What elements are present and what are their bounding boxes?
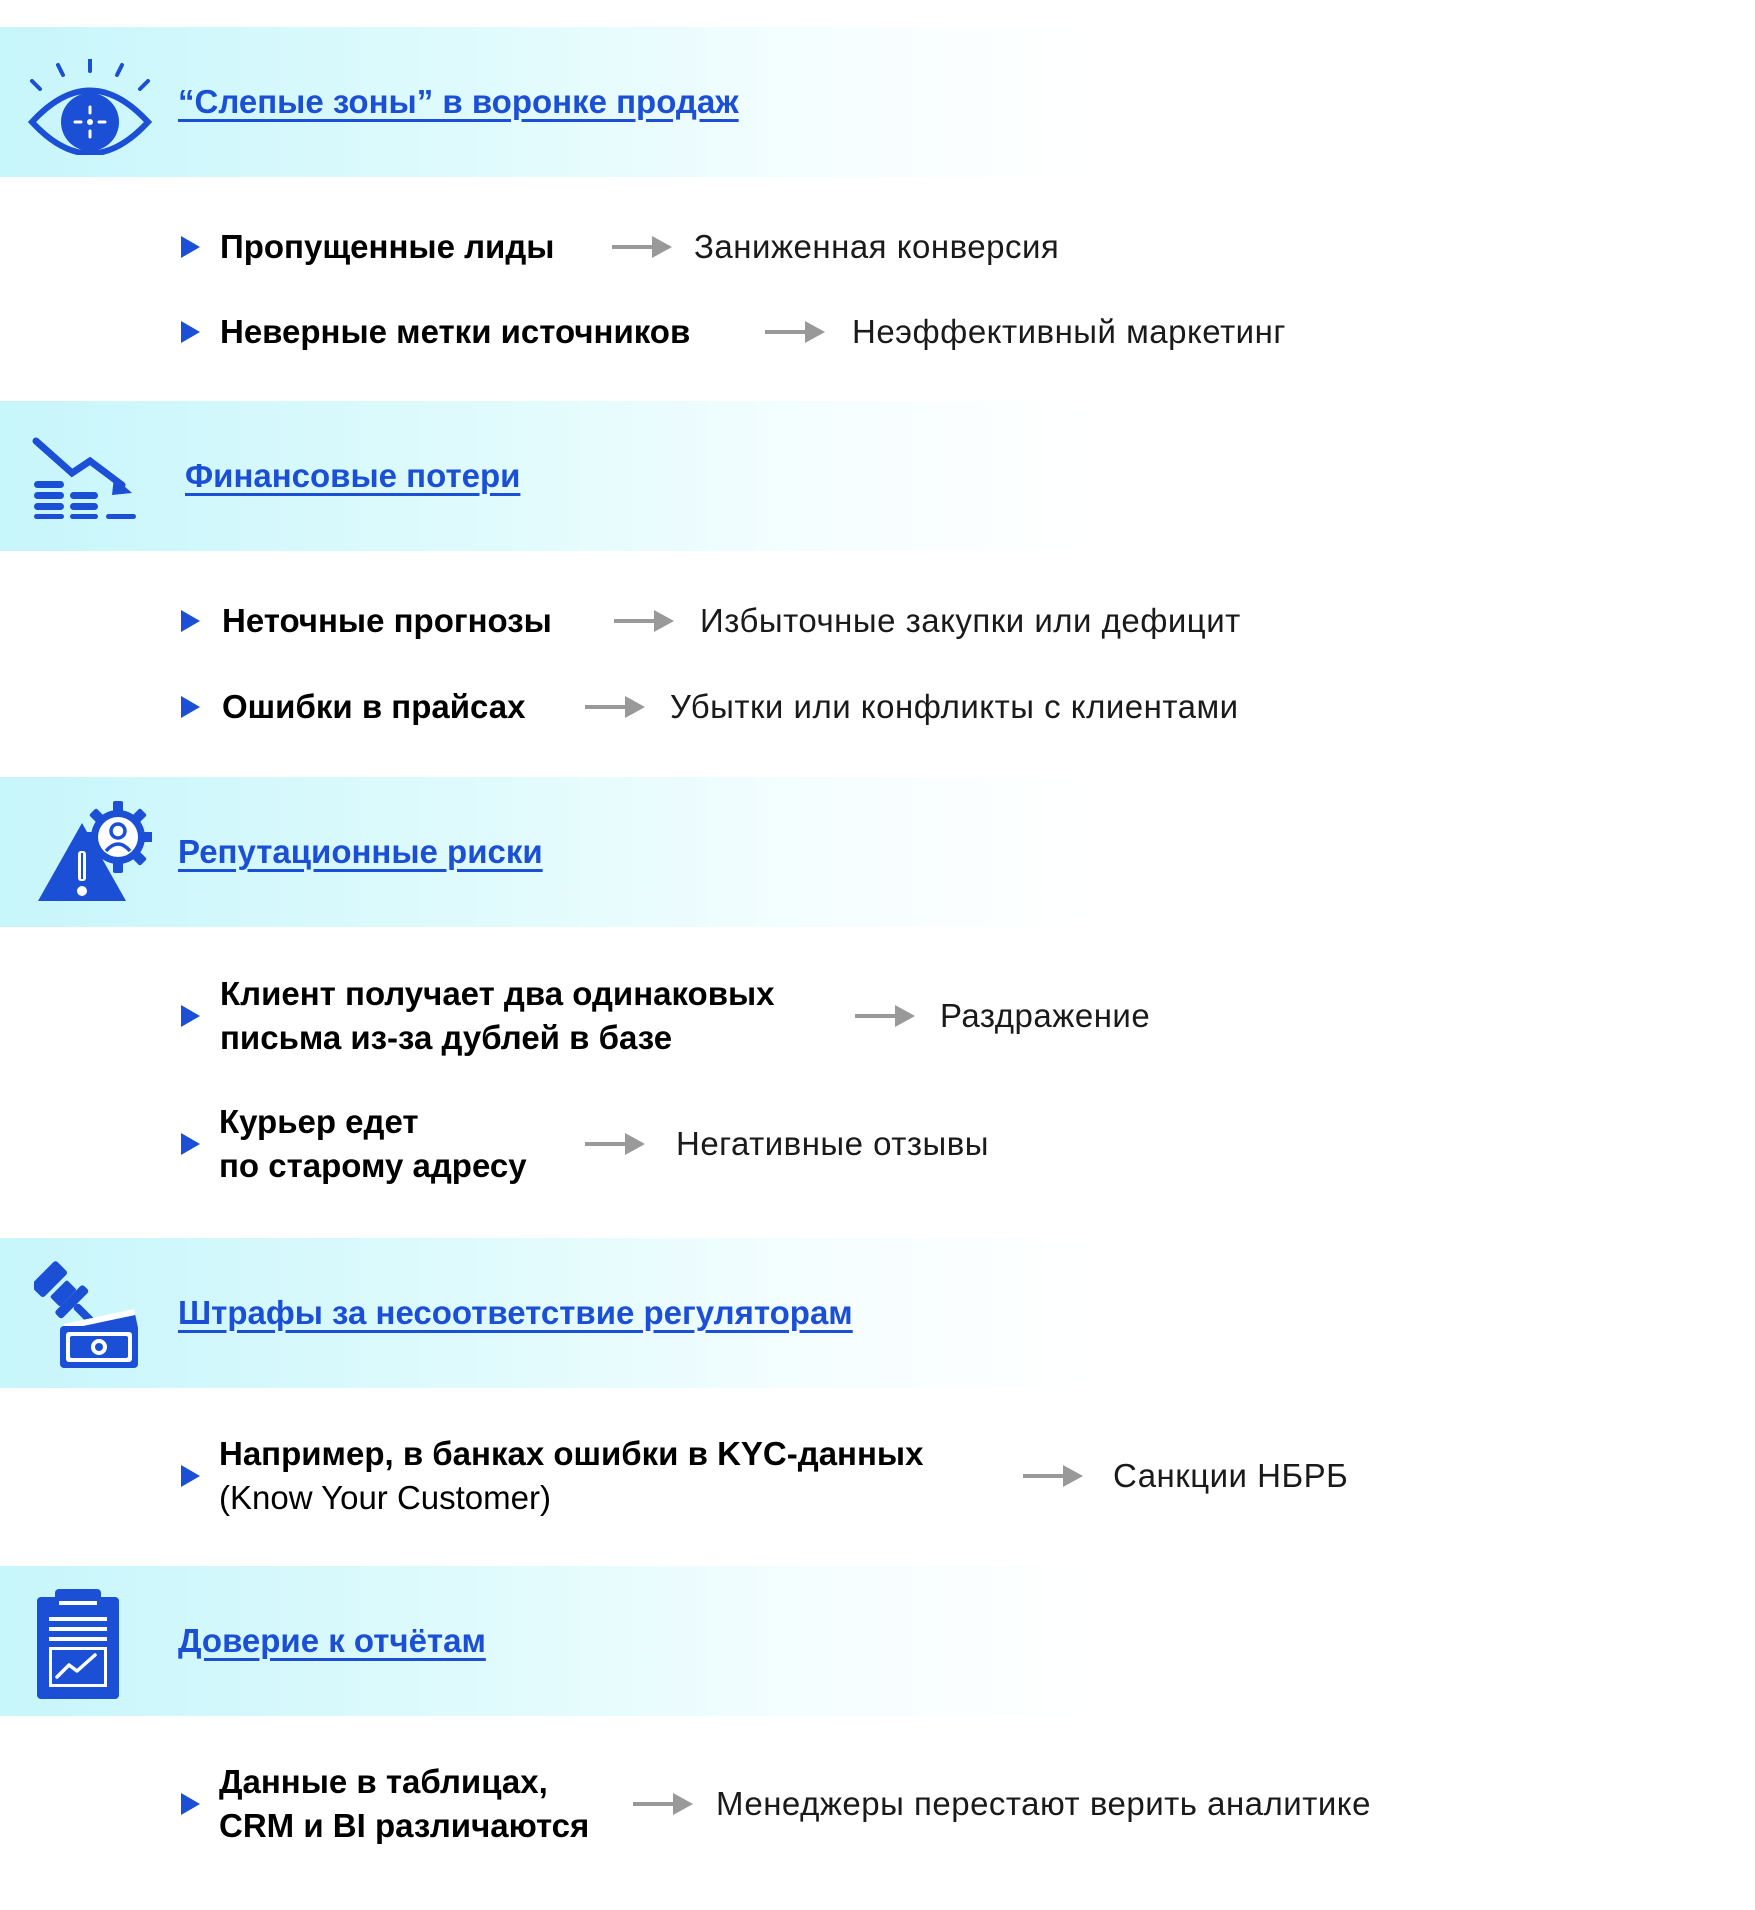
section-title[interactable]: Штрафы за несоответствие регуляторам: [178, 1294, 853, 1331]
cause-text: Неточные прогнозы: [222, 602, 552, 639]
bullet-icon: [181, 1465, 200, 1487]
bullet-icon: [181, 321, 200, 343]
clipboard-chart-icon: [0, 1566, 180, 1716]
cause-text: Неверные метки источников: [220, 313, 691, 350]
effect-text: Избыточные закупки или дефицит: [700, 602, 1241, 639]
bullet-icon: [181, 696, 200, 718]
effect-text: Негативные отзывы: [676, 1125, 990, 1162]
gavel-money-icon: [0, 1238, 180, 1388]
effect-text: Санкции НБРБ: [1113, 1457, 1349, 1494]
cause-line: Данные в таблицах,: [219, 1763, 548, 1800]
section-header-sales-funnel: [0, 27, 1755, 177]
effect-text: Неэффективный маркетинг: [852, 313, 1286, 350]
section-header-financial-losses: [0, 401, 1755, 551]
declining-coins-icon: [0, 401, 180, 551]
section-header-regulatory-fines: [0, 1238, 1755, 1388]
arrow-right-icon: [1023, 1463, 1083, 1489]
effect-text: Раздражение: [940, 997, 1151, 1034]
arrow-right-icon: [612, 234, 672, 260]
section-title[interactable]: Репутационные риски: [178, 833, 543, 870]
bullet-icon: [181, 1793, 200, 1815]
section-title[interactable]: “Слепые зоны” в воронке продаж: [178, 83, 739, 120]
cause-line: CRM и BI различаются: [219, 1807, 590, 1844]
effect-text: Убытки или конфликты с клиентами: [670, 688, 1239, 725]
effect-text: Заниженная конверсия: [694, 228, 1060, 265]
cause-text: Пропущенные лиды: [220, 228, 555, 265]
cause-line: Курьер едет: [219, 1103, 419, 1140]
arrow-right-icon: [633, 1791, 693, 1817]
section-title[interactable]: Финансовые потери: [185, 457, 521, 494]
bullet-icon: [181, 1133, 200, 1155]
bullet-icon: [181, 236, 200, 258]
arrow-right-icon: [585, 694, 645, 720]
cause-line: письма из-за дублей в базе: [220, 1019, 673, 1056]
cause-line: Например, в банках ошибки в KYC-данных: [219, 1435, 924, 1472]
arrow-right-icon: [614, 608, 674, 634]
effect-text: Менеджеры перестают верить аналитике: [716, 1785, 1371, 1822]
warning-person-gear-icon: [0, 777, 180, 927]
cause-line: по старому адресу: [219, 1147, 527, 1184]
cause-text: [219, 1760, 589, 1848]
arrow-right-icon: [585, 1131, 645, 1157]
section-title[interactable]: Доверие к отчётам: [178, 1622, 486, 1659]
cause-text: [219, 1432, 923, 1520]
cause-line: Клиент получает два одинаковых: [220, 975, 775, 1012]
cause-text: [219, 1100, 527, 1188]
arrow-right-icon: [765, 319, 825, 345]
bullet-icon: [181, 1005, 200, 1027]
cause-text: Ошибки в прайсах: [222, 688, 526, 725]
bullet-icon: [181, 610, 200, 632]
arrow-right-icon: [855, 1003, 915, 1029]
section-header-report-trust: [0, 1566, 1755, 1716]
eye-icon: [0, 27, 180, 177]
cause-text: [220, 972, 775, 1060]
cause-note: (Know Your Customer): [219, 1479, 551, 1516]
section-header-reputation-risks: [0, 777, 1755, 927]
